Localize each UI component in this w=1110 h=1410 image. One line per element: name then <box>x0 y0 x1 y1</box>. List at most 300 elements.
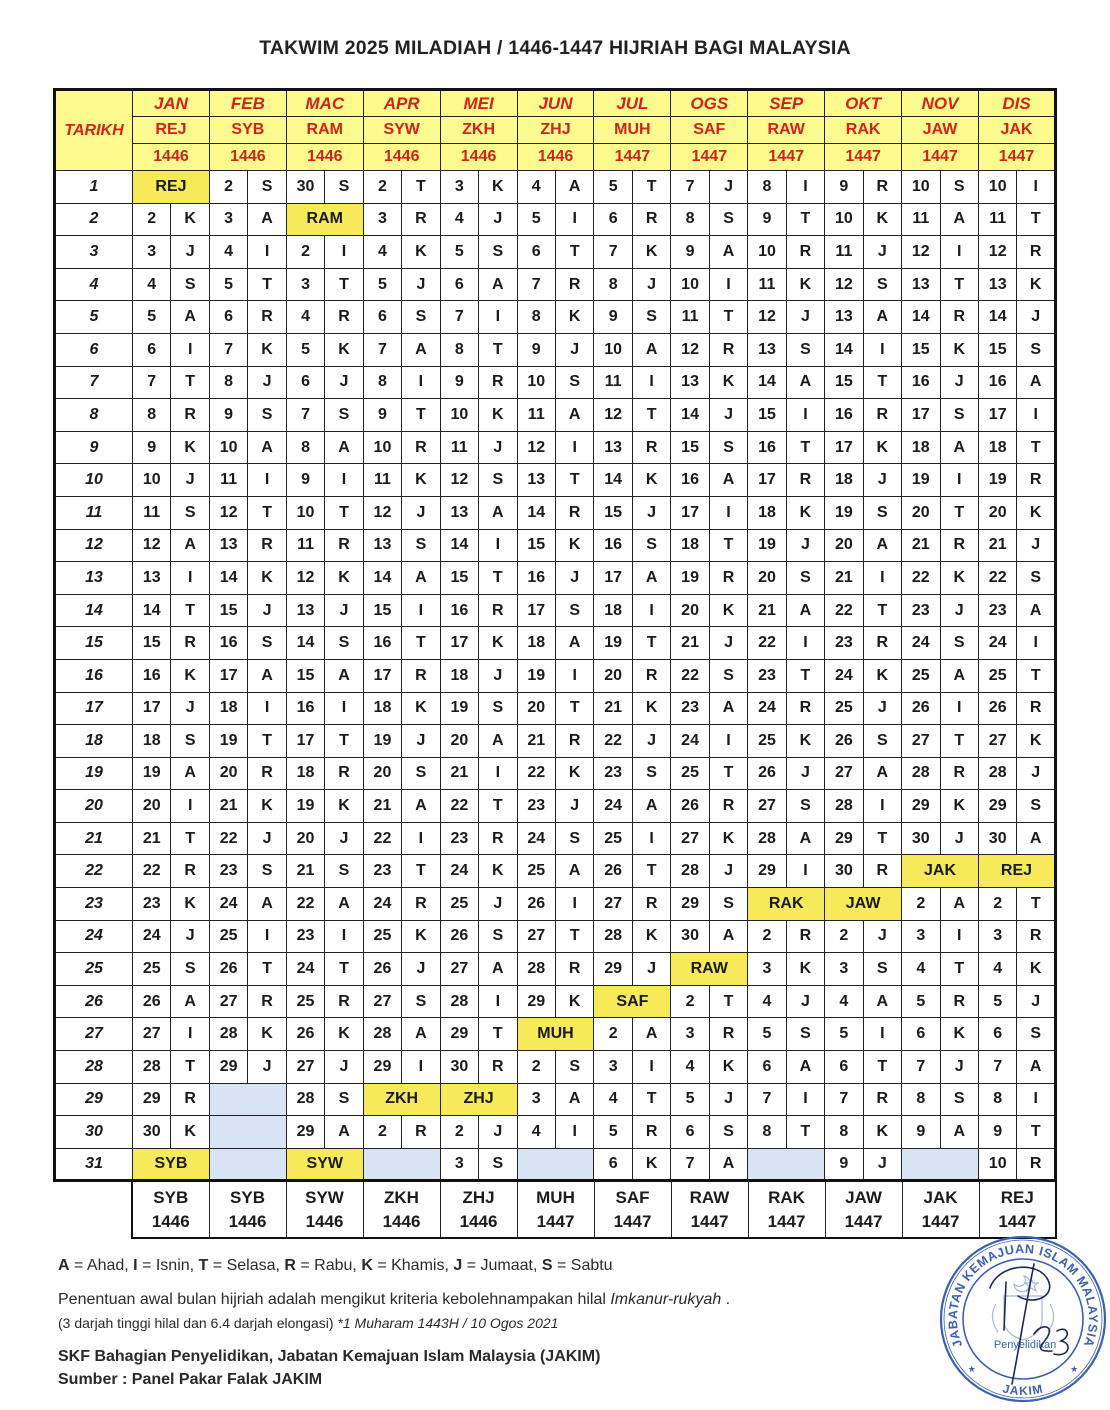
weekday-letter: A <box>940 431 978 464</box>
legend-text: = Sabtu <box>552 1257 613 1274</box>
weekday-letter: A <box>940 203 978 236</box>
month-end-cell <box>363 1181 440 1238</box>
weekday-letter: K <box>402 464 440 497</box>
weekday-letter: R <box>325 757 363 790</box>
weekday-letter: K <box>555 301 593 334</box>
weekday-letter: K <box>863 203 901 236</box>
hijri-month-start-label: SYW <box>286 1148 363 1181</box>
hijri-day-number: 15 <box>209 594 247 627</box>
hijri-day-number: 23 <box>671 692 709 725</box>
date-number: 12 <box>55 529 133 562</box>
weekday-letter: K <box>402 236 440 269</box>
hijri-day-number: 25 <box>363 920 401 953</box>
stamp-ring-text: JABATAN KEMAJUAN ISLAM MALAYSIA <box>945 1241 1101 1350</box>
weekday-letter: I <box>402 594 440 627</box>
hijri-day-number: 25 <box>440 888 478 921</box>
date-number: 4 <box>55 268 133 301</box>
weekday-letter: J <box>632 953 670 986</box>
weekday-letter: S <box>709 888 747 921</box>
weekday-letter: K <box>632 236 670 269</box>
hijri-month-start-label: REJ <box>978 855 1055 888</box>
weekday-letter: I <box>632 1051 670 1084</box>
weekday-letter: K <box>248 562 286 595</box>
calendar-table <box>53 88 1057 1182</box>
hijri-day-number: 9 <box>440 366 478 399</box>
weekday-letter: T <box>402 399 440 432</box>
weekday-letter: S <box>940 627 978 660</box>
hijri-day-number: 3 <box>825 953 863 986</box>
date-number: 5 <box>55 301 133 334</box>
weekday-letter: A <box>248 659 286 692</box>
hijri-day-number: 14 <box>748 366 786 399</box>
weekday-letter: T <box>402 627 440 660</box>
hijri-day-number: 20 <box>286 822 324 855</box>
date-number: 23 <box>55 888 133 921</box>
weekday-letter: I <box>632 594 670 627</box>
hijri-day-number: 6 <box>671 1116 709 1149</box>
weekday-letter: R <box>555 268 593 301</box>
weekday-letter: A <box>479 268 517 301</box>
empty-date-cell <box>748 1148 825 1181</box>
weekday-letter: S <box>325 1083 363 1116</box>
hijri-year-header: 1447 <box>978 144 1055 171</box>
end-hijri-month: SYB <box>153 1188 189 1208</box>
date-number: 1 <box>55 171 133 204</box>
weekday-letter: T <box>555 236 593 269</box>
hijri-day-number: 8 <box>594 268 632 301</box>
weekday-letter: T <box>632 1083 670 1116</box>
source-note: Sumber : Panel Pakar Falak JAKIM <box>58 1371 323 1388</box>
weekday-letter: S <box>709 431 747 464</box>
hijri-day-number: 3 <box>748 953 786 986</box>
hijri-day-number: 15 <box>902 333 940 366</box>
hijri-day-number: 10 <box>363 431 401 464</box>
end-hijri-month: MUH <box>536 1188 575 1208</box>
hijri-day-number: 27 <box>748 790 786 823</box>
weekday-letter: J <box>325 594 363 627</box>
weekday-letter: R <box>786 464 824 497</box>
hijri-day-number: 12 <box>978 236 1016 269</box>
hijri-month-header: JAK <box>978 117 1055 144</box>
weekday-letter: R <box>555 496 593 529</box>
hijri-month-header: RAW <box>748 117 825 144</box>
weekday-letter: R <box>863 171 901 204</box>
weekday-legend <box>58 1257 613 1275</box>
weekday-letter: A <box>325 659 363 692</box>
weekday-letter: T <box>940 953 978 986</box>
weekday-letter: A <box>555 855 593 888</box>
hijri-day-number: 16 <box>594 529 632 562</box>
weekday-letter: I <box>786 627 824 660</box>
date-number: 24 <box>55 920 133 953</box>
weekday-letter: R <box>555 725 593 758</box>
hijri-day-number: 9 <box>748 203 786 236</box>
calendar-header <box>55 90 1056 171</box>
weekday-letter: K <box>1017 725 1056 758</box>
weekday-letter: I <box>632 366 670 399</box>
weekday-letter: R <box>632 659 670 692</box>
legend-key: K <box>361 1257 373 1274</box>
weekday-letter: A <box>555 399 593 432</box>
weekday-letter: T <box>555 920 593 953</box>
weekday-letter: J <box>786 985 824 1018</box>
hijri-day-number: 4 <box>440 203 478 236</box>
calendar-row <box>55 725 1056 758</box>
end-hijri-year: 1447 <box>998 1212 1037 1232</box>
weekday-letter: A <box>402 333 440 366</box>
end-hijri-month: SYB <box>230 1188 265 1208</box>
weekday-letter: S <box>402 529 440 562</box>
hijri-day-number: 2 <box>209 171 247 204</box>
weekday-letter: A <box>1017 366 1056 399</box>
weekday-letter: K <box>786 268 824 301</box>
gregorian-month-header: APR <box>363 90 440 117</box>
date-column-header: TARIKH <box>55 90 133 171</box>
hijri-day-number: 6 <box>133 333 171 366</box>
hijri-day-number: 7 <box>133 366 171 399</box>
hijri-day-number: 12 <box>133 529 171 562</box>
weekday-letter: A <box>709 920 747 953</box>
jakim-stamp <box>938 1234 1108 1404</box>
hijri-day-number: 16 <box>902 366 940 399</box>
hijri-day-number: 4 <box>363 236 401 269</box>
hijri-day-number: 12 <box>594 399 632 432</box>
hijri-day-number: 10 <box>209 431 247 464</box>
weekday-letter: I <box>863 333 901 366</box>
weekday-letter: J <box>479 1116 517 1149</box>
month-end-cell <box>979 1181 1056 1238</box>
weekday-letter: S <box>940 1083 978 1116</box>
weekday-letter: J <box>171 920 209 953</box>
date-number: 10 <box>55 464 133 497</box>
date-number: 15 <box>55 627 133 660</box>
weekday-letter: J <box>863 464 901 497</box>
parameters-note <box>58 1315 558 1331</box>
hijri-day-number: 20 <box>133 790 171 823</box>
weekday-letter: I <box>325 692 363 725</box>
weekday-letter: T <box>1017 659 1056 692</box>
hijri-day-number: 18 <box>363 692 401 725</box>
hijri-year-header: 1446 <box>209 144 286 171</box>
hijri-day-number: 2 <box>594 1018 632 1051</box>
calendar <box>53 88 1057 1239</box>
weekday-letter: R <box>171 855 209 888</box>
calendar-row <box>55 496 1056 529</box>
hijri-day-number: 19 <box>133 757 171 790</box>
hijri-day-number: 2 <box>363 1116 401 1149</box>
weekday-letter: R <box>940 985 978 1018</box>
hijri-month-start-label: MUH <box>517 1018 594 1051</box>
hijri-day-number: 24 <box>440 855 478 888</box>
end-hijri-year: 1446 <box>305 1212 344 1232</box>
end-hijri-month: SYW <box>305 1188 344 1208</box>
weekday-letter: J <box>632 268 670 301</box>
hijri-day-number: 23 <box>517 790 555 823</box>
hijri-year-header: 1446 <box>363 144 440 171</box>
hijri-day-number: 13 <box>825 301 863 334</box>
weekday-letter: A <box>863 985 901 1018</box>
weekday-letter: I <box>709 496 747 529</box>
hijri-day-number: 11 <box>133 496 171 529</box>
weekday-letter: K <box>940 790 978 823</box>
weekday-letter: I <box>786 171 824 204</box>
weekday-letter: I <box>940 464 978 497</box>
weekday-letter: R <box>940 529 978 562</box>
weekday-letter: K <box>709 366 747 399</box>
hijri-day-number: 8 <box>209 366 247 399</box>
hijri-day-number: 30 <box>825 855 863 888</box>
hijri-day-number: 6 <box>594 203 632 236</box>
weekday-letter: S <box>940 171 978 204</box>
hijri-day-number: 5 <box>978 985 1016 1018</box>
hijri-day-number: 5 <box>133 301 171 334</box>
hijri-year-header: 1447 <box>671 144 748 171</box>
hijri-day-number: 19 <box>902 464 940 497</box>
weekday-letter: S <box>402 985 440 1018</box>
calendar-row <box>55 1116 1056 1149</box>
hijri-day-number: 21 <box>978 529 1016 562</box>
weekday-letter: S <box>709 203 747 236</box>
hijri-day-number: 6 <box>209 301 247 334</box>
weekday-letter: I <box>1017 171 1056 204</box>
weekday-letter: J <box>555 562 593 595</box>
hijri-day-number: 6 <box>286 366 324 399</box>
calendar-row <box>55 562 1056 595</box>
hijri-year-header: 1446 <box>286 144 363 171</box>
weekday-letter: R <box>171 399 209 432</box>
hijri-day-number: 3 <box>517 1083 555 1116</box>
end-hijri-year: 1446 <box>382 1212 421 1232</box>
weekday-letter: I <box>171 562 209 595</box>
weekday-letter: R <box>248 301 286 334</box>
hijri-day-number: 23 <box>440 822 478 855</box>
hijri-day-number: 25 <box>133 953 171 986</box>
weekday-letter: R <box>325 985 363 1018</box>
weekday-letter: J <box>863 920 901 953</box>
empty-date-cell <box>517 1148 594 1181</box>
weekday-letter: K <box>402 692 440 725</box>
hijri-day-number: 29 <box>440 1018 478 1051</box>
hijri-day-number: 20 <box>825 529 863 562</box>
hijri-day-number: 4 <box>902 953 940 986</box>
weekday-letter: J <box>786 529 824 562</box>
weekday-letter: K <box>863 431 901 464</box>
weekday-letter: J <box>248 1051 286 1084</box>
weekday-letter: J <box>786 757 824 790</box>
weekday-letter: R <box>479 822 517 855</box>
hijri-day-number: 8 <box>517 301 555 334</box>
weekday-letter: J <box>709 399 747 432</box>
empty-date-cell <box>209 1083 286 1116</box>
weekday-letter: J <box>940 822 978 855</box>
date-number: 16 <box>55 659 133 692</box>
hijri-day-number: 6 <box>363 301 401 334</box>
weekday-letter: S <box>479 920 517 953</box>
weekday-letter: I <box>171 790 209 823</box>
hijri-day-number: 13 <box>902 268 940 301</box>
weekday-letter: S <box>402 757 440 790</box>
hijri-day-number: 12 <box>748 301 786 334</box>
hijri-day-number: 4 <box>825 985 863 1018</box>
weekday-letter: I <box>479 529 517 562</box>
weekday-letter: K <box>171 659 209 692</box>
weekday-letter: A <box>940 1116 978 1149</box>
hijri-year-header: 1446 <box>440 144 517 171</box>
weekday-letter: S <box>479 692 517 725</box>
weekday-letter: S <box>325 627 363 660</box>
hijri-day-number: 6 <box>748 1051 786 1084</box>
weekday-letter: K <box>786 496 824 529</box>
gregorian-month-header: JUN <box>517 90 594 117</box>
hijri-day-number: 30 <box>286 171 324 204</box>
calendar-row <box>55 529 1056 562</box>
hijri-day-number: 17 <box>825 431 863 464</box>
hijri-day-number: 29 <box>517 985 555 1018</box>
weekday-letter: T <box>863 822 901 855</box>
weekday-letter: S <box>248 399 286 432</box>
weekday-letter: T <box>402 855 440 888</box>
weekday-letter: T <box>940 496 978 529</box>
calendar-row <box>55 171 1056 204</box>
hijri-day-number: 5 <box>594 171 632 204</box>
date-number: 18 <box>55 725 133 758</box>
hijri-day-number: 9 <box>978 1116 1016 1149</box>
hijri-day-number: 5 <box>440 236 478 269</box>
weekday-letter: J <box>248 366 286 399</box>
hijri-day-number: 21 <box>517 725 555 758</box>
hijri-month-start-label: RAM <box>286 203 363 236</box>
hijri-day-number: 18 <box>286 757 324 790</box>
calendar-row <box>55 822 1056 855</box>
hijri-day-number: 3 <box>209 203 247 236</box>
date-number: 25 <box>55 953 133 986</box>
date-number: 27 <box>55 1018 133 1051</box>
hijri-day-number: 19 <box>748 529 786 562</box>
hijri-day-number: 27 <box>978 725 1016 758</box>
hijri-day-number: 25 <box>517 855 555 888</box>
weekday-letter: A <box>786 1051 824 1084</box>
weekday-letter: J <box>940 594 978 627</box>
weekday-letter: R <box>709 333 747 366</box>
hijri-day-number: 23 <box>133 888 171 921</box>
hijri-day-number: 17 <box>363 659 401 692</box>
date-number: 2 <box>55 203 133 236</box>
weekday-letter: A <box>248 203 286 236</box>
weekday-letter: J <box>479 888 517 921</box>
hijri-day-number: 10 <box>748 236 786 269</box>
hijri-day-number: 20 <box>902 496 940 529</box>
weekday-letter: I <box>632 822 670 855</box>
weekday-letter: K <box>1017 496 1056 529</box>
hijri-day-number: 17 <box>978 399 1016 432</box>
weekday-letter: I <box>555 431 593 464</box>
hijri-day-number: 21 <box>286 855 324 888</box>
calendar-row <box>55 920 1056 953</box>
month-end-cell <box>440 1181 517 1238</box>
end-hijri-year: 1446 <box>459 1212 498 1232</box>
hijri-day-number: 19 <box>517 659 555 692</box>
weekday-letter: I <box>248 236 286 269</box>
end-hijri-year: 1446 <box>228 1212 267 1232</box>
hijri-month-header: RAK <box>825 117 902 144</box>
hijri-day-number: 6 <box>902 1018 940 1051</box>
weekday-letter: A <box>325 888 363 921</box>
calendar-row <box>55 1083 1056 1116</box>
hijri-day-number: 9 <box>671 236 709 269</box>
weekday-letter: K <box>171 203 209 236</box>
hijri-month-start-label: JAK <box>902 855 979 888</box>
hijri-day-number: 25 <box>748 725 786 758</box>
hijri-day-number: 18 <box>594 594 632 627</box>
hijri-year-header: 1447 <box>594 144 671 171</box>
weekday-letter: T <box>632 855 670 888</box>
hijri-month-start-label: JAW <box>825 888 902 921</box>
hijri-month-header: ZKH <box>440 117 517 144</box>
hijri-day-number: 4 <box>209 236 247 269</box>
hijri-day-number: 27 <box>440 953 478 986</box>
gregorian-month-header: SEP <box>748 90 825 117</box>
hijri-day-number: 28 <box>209 1018 247 1051</box>
weekday-letter: A <box>555 627 593 660</box>
criteria-term: Imkanur-rukyah <box>610 1291 722 1308</box>
weekday-letter: I <box>1017 399 1056 432</box>
hijri-day-number: 30 <box>978 822 1016 855</box>
weekday-letter: I <box>248 692 286 725</box>
star-icon: ★ <box>967 1364 976 1374</box>
hijri-day-number: 17 <box>671 496 709 529</box>
gregorian-month-header: MAC <box>286 90 363 117</box>
weekday-letter: T <box>479 562 517 595</box>
hijri-day-number: 28 <box>286 1083 324 1116</box>
hijri-day-number: 26 <box>440 920 478 953</box>
hijri-month-header: REJ <box>133 117 210 144</box>
hijri-day-number: 5 <box>363 268 401 301</box>
hijri-day-number: 23 <box>286 920 324 953</box>
weekday-letter: I <box>402 1051 440 1084</box>
hijri-day-number: 3 <box>440 1148 478 1181</box>
hijri-day-number: 17 <box>286 725 324 758</box>
hijri-day-number: 17 <box>748 464 786 497</box>
hijri-day-number: 11 <box>286 529 324 562</box>
hijri-day-number: 16 <box>517 562 555 595</box>
weekday-letter: A <box>479 953 517 986</box>
hijri-day-number: 13 <box>133 562 171 595</box>
weekday-letter: J <box>555 333 593 366</box>
weekday-letter: A <box>555 1083 593 1116</box>
weekday-letter: A <box>709 1148 747 1181</box>
hijri-day-number: 27 <box>671 822 709 855</box>
weekday-letter: K <box>479 399 517 432</box>
gregorian-month-header: NOV <box>902 90 979 117</box>
weekday-letter: A <box>632 333 670 366</box>
hijri-day-number: 14 <box>133 594 171 627</box>
weekday-letter: R <box>863 627 901 660</box>
weekday-letter: S <box>786 562 824 595</box>
weekday-letter: S <box>555 1051 593 1084</box>
weekday-letter: S <box>248 627 286 660</box>
hijri-day-number: 29 <box>133 1083 171 1116</box>
legend-key: J <box>453 1257 463 1274</box>
weekday-letter: T <box>632 627 670 660</box>
hijri-day-number: 29 <box>902 790 940 823</box>
hijri-month-header: ZHJ <box>517 117 594 144</box>
hijri-day-number: 30 <box>902 822 940 855</box>
weekday-letter: R <box>402 659 440 692</box>
hijri-day-number: 13 <box>286 594 324 627</box>
hijri-year-header: 1447 <box>748 144 825 171</box>
hijri-day-number: 9 <box>825 171 863 204</box>
date-number: 30 <box>55 1116 133 1149</box>
